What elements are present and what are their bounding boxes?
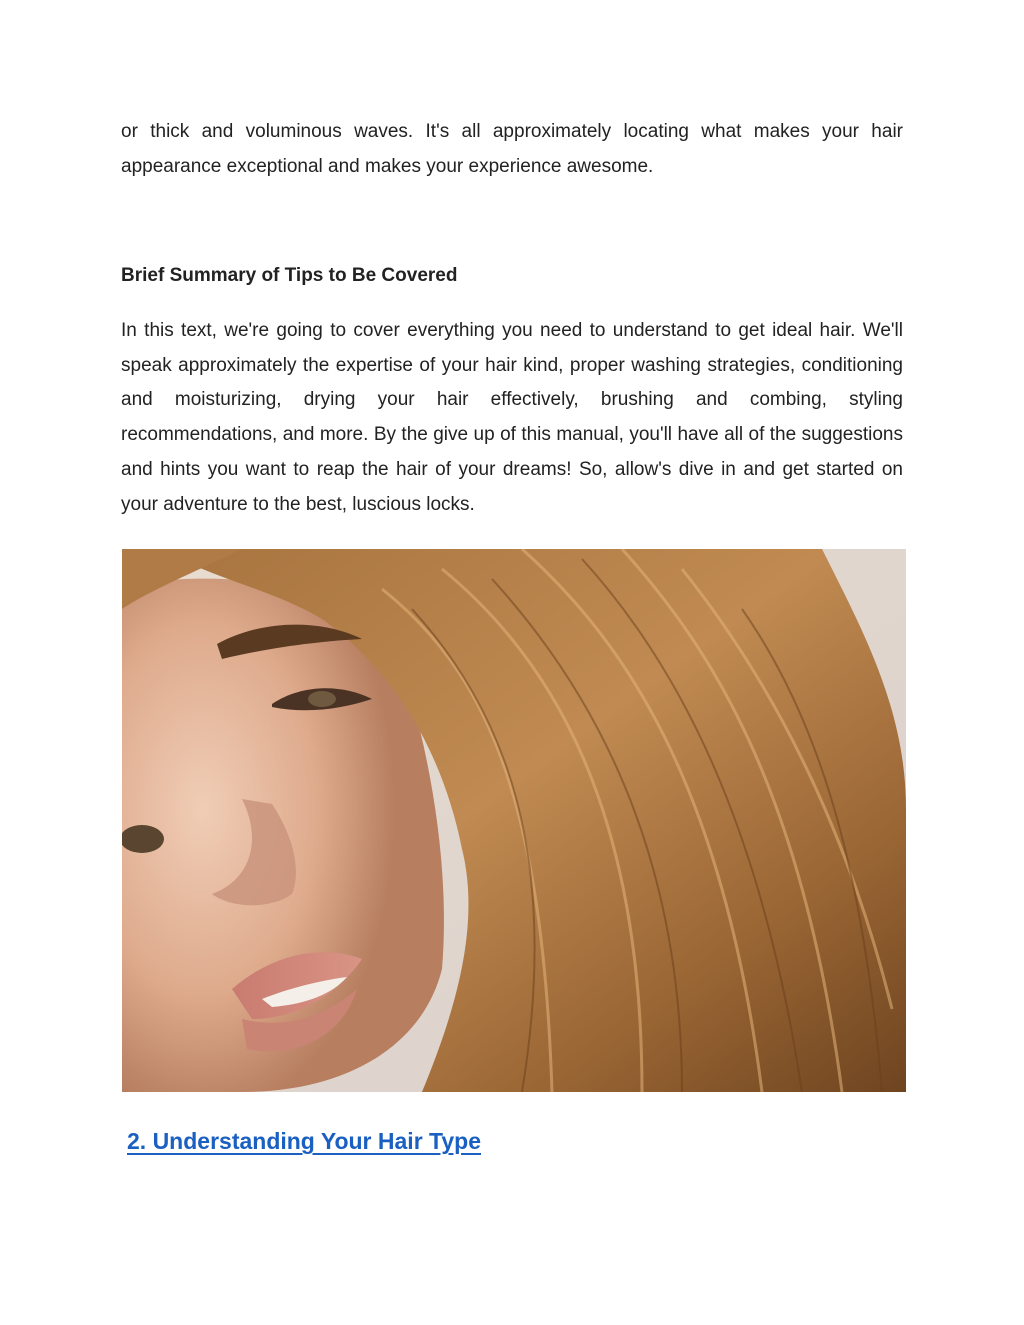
section-link-understanding-hair-type[interactable]: 2. Understanding Your Hair Type bbox=[127, 1128, 482, 1154]
summary-paragraph: In this text, we're going to cover everything you need to understand to get ideal hair. We'll speak approximately the expertise of your hair kind, proper washing strategies, conditioning and moisturizing, drying your hair effectively, brushing and combing, styling recommendations, and more. By the give up of this manual, you'll have all of the suggestions and hints you want to reap the hair of your dreams! So, allow's dive in and get started on your adventure to the best, luscious locks. bbox=[121, 320, 903, 515]
intro-paragraph: or thick and voluminous waves. It's all approximately locating what makes your hair appearance exceptional and makes your experience awesome. bbox=[121, 121, 903, 177]
hair-photo bbox=[122, 549, 906, 1092]
summary-heading: Brief Summary of Tips to Be Covered bbox=[121, 265, 458, 286]
